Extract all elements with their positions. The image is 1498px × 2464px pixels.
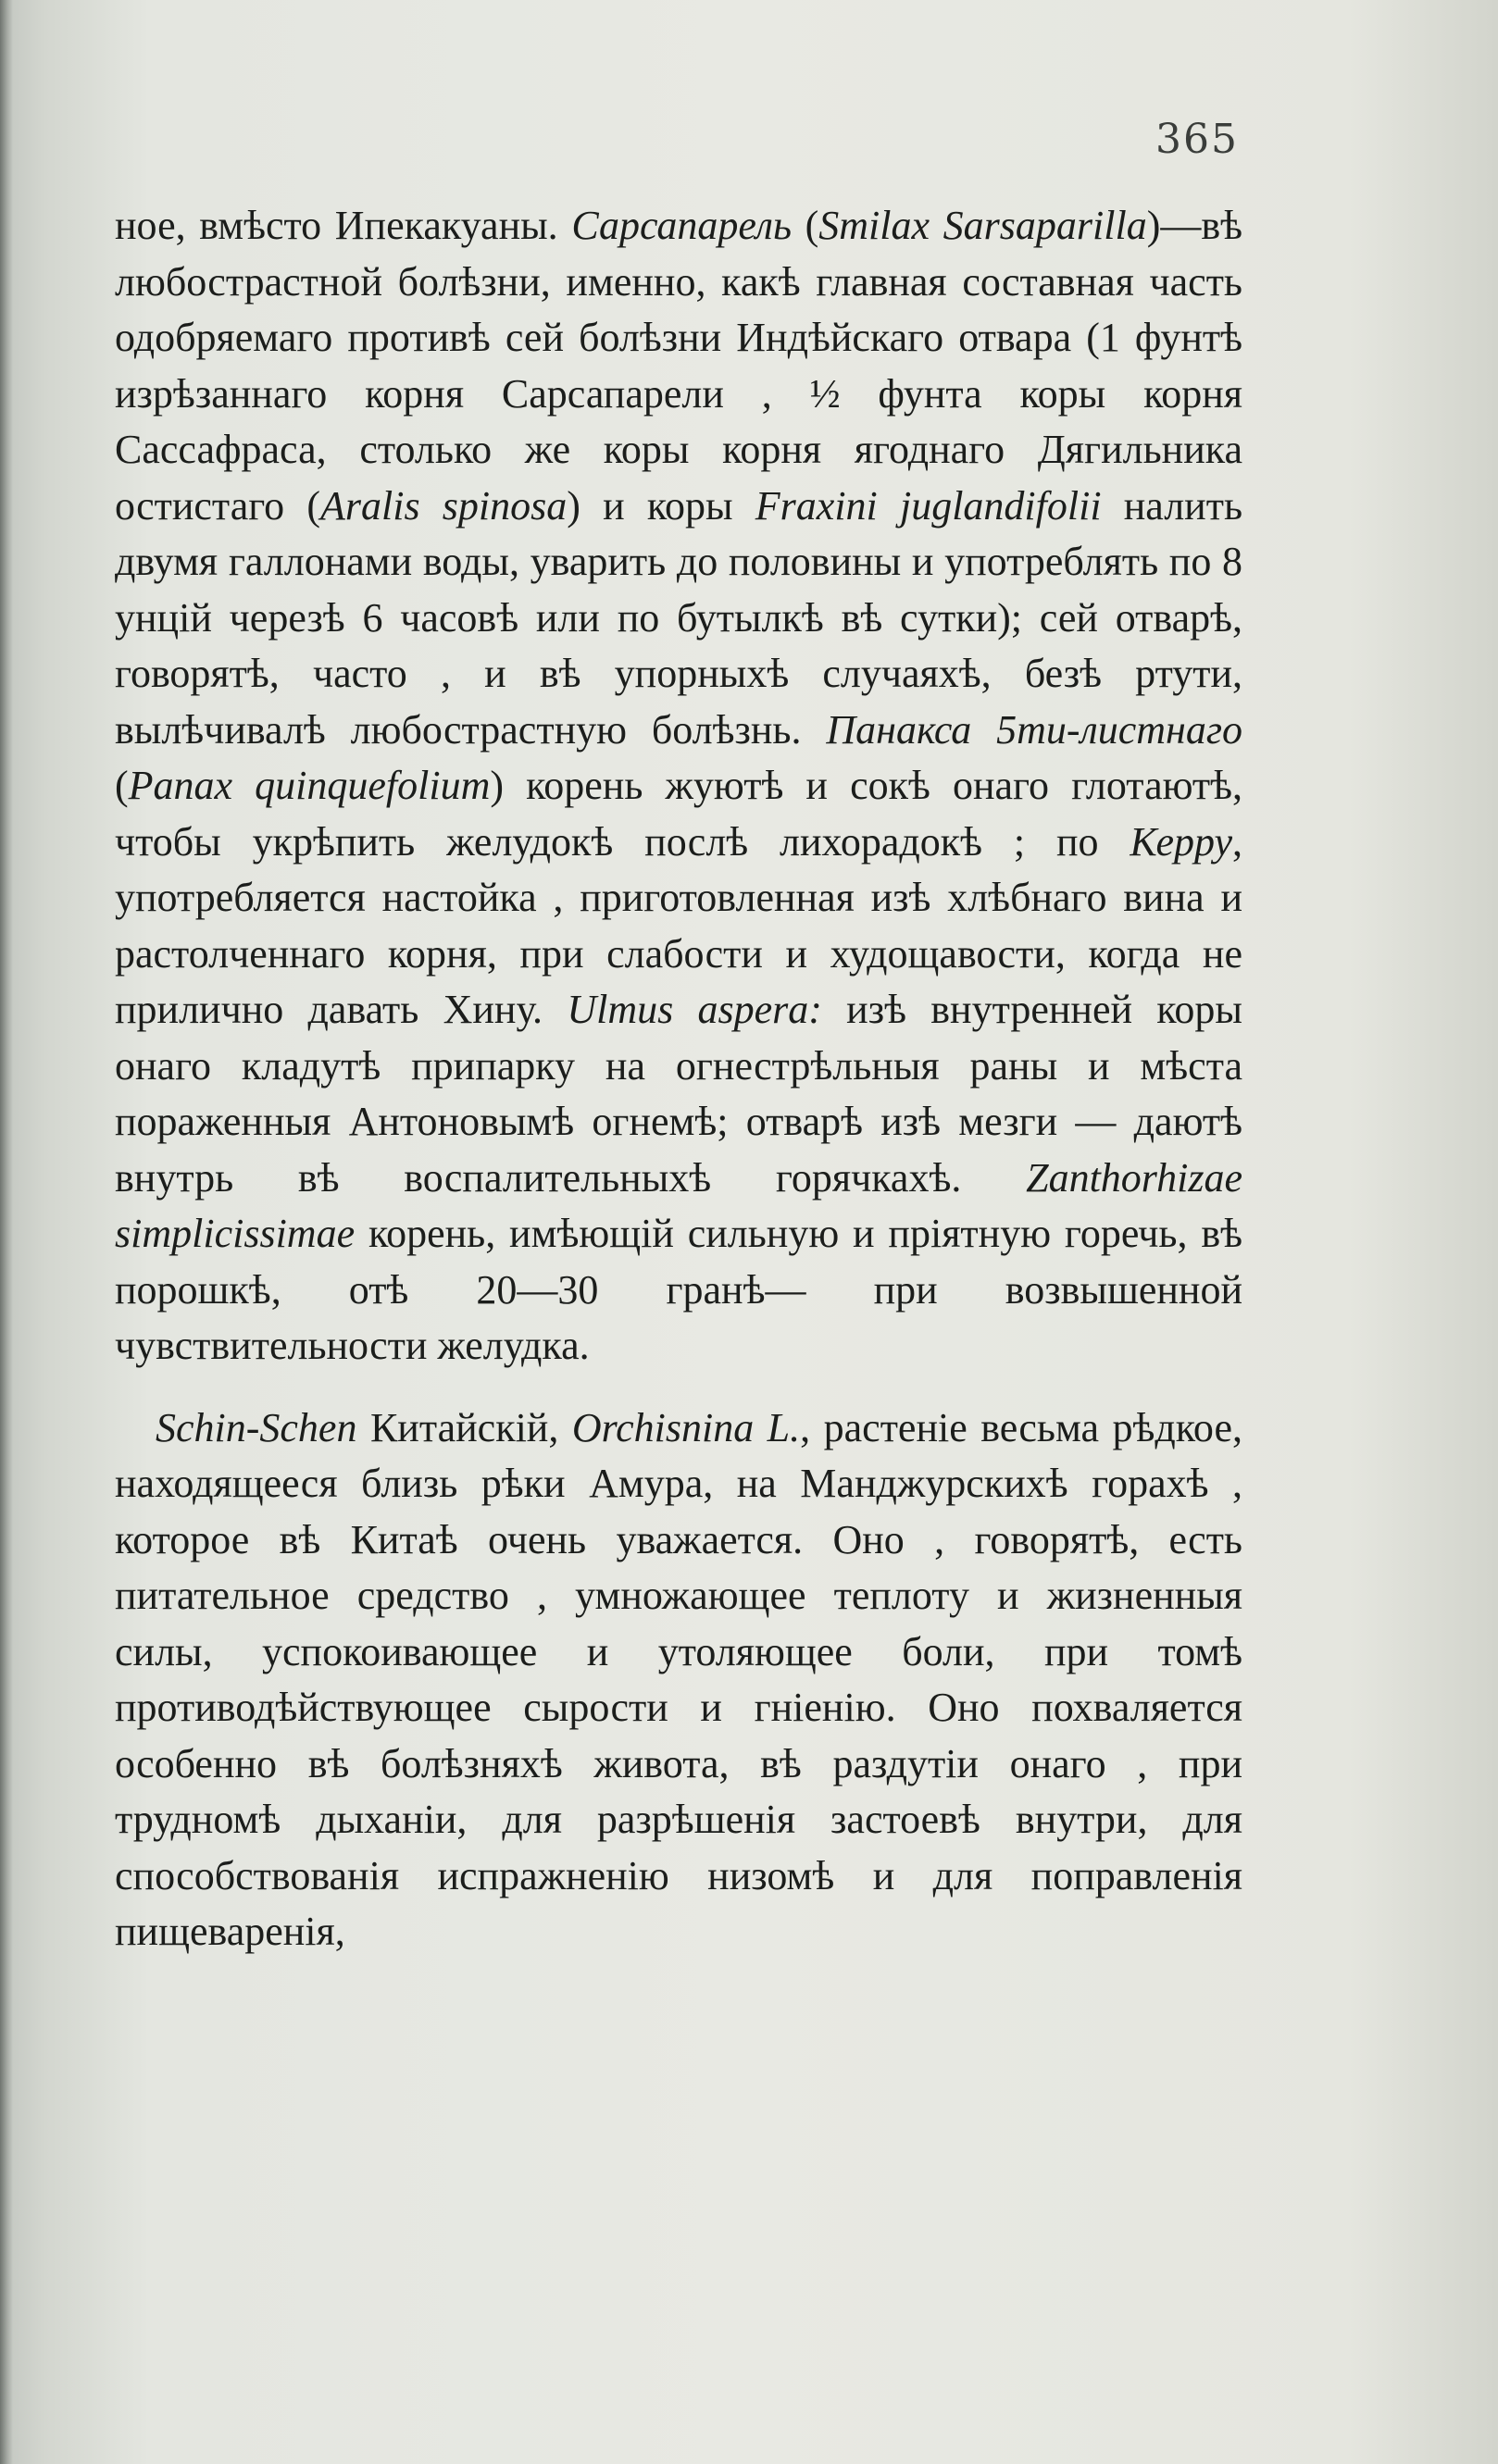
italic-term-sarsaparel: Сарсапарель (571, 203, 792, 248)
text-segment: , употребляется настойка , приготовленная изѣ хлѣбнаго вина и растолченнаго корня, при слабости и худощавости, когда не прилично давать Хину. (115, 818, 1242, 1032)
text-segment: Китайскій, (356, 1404, 572, 1450)
italic-term-orchisnina: Orchisnina L. (571, 1404, 801, 1450)
text-segment: , растеніе весьма рѣдкое, находящееся близь рѣки Амура, на Манджурскихѣ горахѣ , которое вѣ Китаѣ очень уважается. Оно , говорятѣ, есть питательное средство , умножающее теплоту и жизненныя силы, успокоивающее и утоляющее боли, при томѣ противодѣйствующее сырости и гніенію. Оно похваляется особенно вѣ болѣзняхѣ живота, вѣ раздутіи онаго , при трудномѣ дыханіи, для разрѣшенія застоевѣ внутри, для способствованія испражненію низомѣ и для поправленія пищеваренія, (115, 1404, 1242, 1954)
text-segment: изѣ внутренней коры онаго кладутѣ припарку на огнестрѣльныя раны и мѣста пораженныя Антоновымѣ огнемѣ; отварѣ изѣ мезги — даютѣ внутрь вѣ воспалительныхѣ горячкахѣ. (115, 987, 1242, 1201)
italic-term-ulmus: Ulmus aspera: (567, 987, 822, 1032)
italic-term-kerr: Керру (1130, 818, 1232, 865)
text-segment: корень, имѣющій сильную и пріятную горечь, вѣ порошкѣ, отѣ 20—30 гранѣ— при возвышенной чувствительности желудка. (115, 1211, 1242, 1368)
text-segment: )—вѣ любострастной болѣзни, именно, какѣ главная составная часть одобряемаго противѣ сей болѣзни Индѣйскаго отвара (1 фунтѣ изрѣзаннаго корня Сарсапарели , ½ фунта коры корня Сассафраса, столько же коры корня ягоднаго Дягильника остистаго ( (115, 203, 1243, 529)
italic-term-fraxini: Fraxini juglandifolii (755, 482, 1102, 529)
text-segment: ) корень жуютѣ и сокѣ онаго глотаютѣ, чтобы укрѣпить желудокѣ послѣ лихорадокѣ ; по (115, 763, 1243, 865)
text-segment: ное, вмѣсто Ипекакуаны. (115, 203, 572, 248)
italic-term-zanthorhiza: Zanthorhizae simplicissimae (115, 1154, 1242, 1256)
paragraph-1 (115, 198, 1242, 1375)
page-binding-shadow (0, 0, 13, 2464)
text-segment: ) и коры (567, 482, 755, 529)
italic-term-smilax: Smilax Sarsaparilla (818, 203, 1147, 248)
text-segment: налить двумя галлонами воды, уварить до половины и употреблять по 8 унцій черезѣ 6 часовѣ или по бутылкѣ вѣ сутки); сей отварѣ, говорятѣ, часто , и вѣ упорныхѣ случаяхѣ, безѣ ртути, вылѣчивалѣ любострастную болѣзнь. (115, 482, 1243, 753)
italic-term-schin-schen: Schin-Schen (156, 1404, 357, 1450)
paragraph-2 (115, 1400, 1242, 1960)
italic-term-panax: Panax quinquefolium (128, 763, 491, 808)
body-text (115, 198, 1242, 1960)
text-segment: ( (115, 763, 129, 808)
italic-term-aralis: Aralis spinosa (320, 482, 568, 529)
text-segment: ( (792, 203, 819, 248)
page-number: 365 (1155, 116, 1239, 163)
italic-term-panaksa: Панакса 5ти-листнаго (826, 706, 1243, 753)
